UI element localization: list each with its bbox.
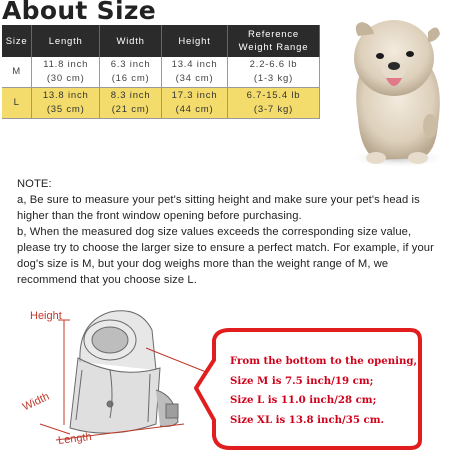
page-title: About Size bbox=[2, 0, 156, 25]
header-height: Height bbox=[162, 25, 228, 57]
notes-section bbox=[17, 176, 447, 288]
table-row bbox=[2, 57, 320, 88]
table-header-row bbox=[2, 25, 320, 57]
table-row bbox=[2, 88, 320, 119]
weight-cell: 6.7-15.4 lb (3-7 kg) bbox=[227, 88, 319, 119]
note-a: a, Be sure to measure your pet's sitting height and make sure your pet's head is higher than the front window opening before purchasing. bbox=[17, 194, 420, 222]
header-width: Width bbox=[100, 25, 162, 57]
height-cell: 17.3 inch (44 cm) bbox=[162, 88, 228, 119]
size-cell: L bbox=[2, 88, 32, 119]
length-cell: 13.8 inch (35 cm) bbox=[32, 88, 100, 119]
note-b: b, When the measured dog size values exceeds the corresponding size value, please try to choose the larger size to ensure a perfect match. For example, if your dog's size is M, but your dog weighs more than the weight range of M, we recommend that you choose size L. bbox=[17, 226, 434, 286]
width-cell: 8.3 inch (21 cm) bbox=[100, 88, 162, 119]
callout-line: Size M is 7.5 inch/19 cm; bbox=[230, 374, 374, 387]
size-table bbox=[2, 25, 320, 119]
notes-heading: NOTE: bbox=[17, 178, 52, 190]
callout-line: Size L is 11.0 inch/28 cm; bbox=[230, 394, 377, 406]
length-label: Length bbox=[57, 430, 93, 448]
puppy-photo bbox=[336, 0, 450, 176]
weight-cell: 2.2-6.6 lb (1-3 kg) bbox=[227, 57, 319, 88]
size-cell: M bbox=[2, 57, 32, 88]
width-dimension-line bbox=[40, 424, 70, 434]
header-weight: Reference Weight Range bbox=[227, 25, 319, 57]
header-size: Size bbox=[2, 25, 32, 57]
callout-line: Size XL is 13.8 inch/35 cm. bbox=[230, 413, 385, 426]
carrier-bag-sketch bbox=[70, 311, 178, 433]
callout-line: From the bottom to the opening, bbox=[230, 355, 418, 367]
height-cell: 13.4 inch (34 cm) bbox=[162, 57, 228, 88]
length-cell: 11.8 inch (30 cm) bbox=[32, 57, 100, 88]
width-label: Width bbox=[20, 390, 52, 414]
width-cell: 6.3 inch (16 cm) bbox=[100, 57, 162, 88]
header-length: Length bbox=[32, 25, 100, 57]
height-label: Height bbox=[30, 310, 62, 322]
callout-text bbox=[230, 352, 418, 430]
